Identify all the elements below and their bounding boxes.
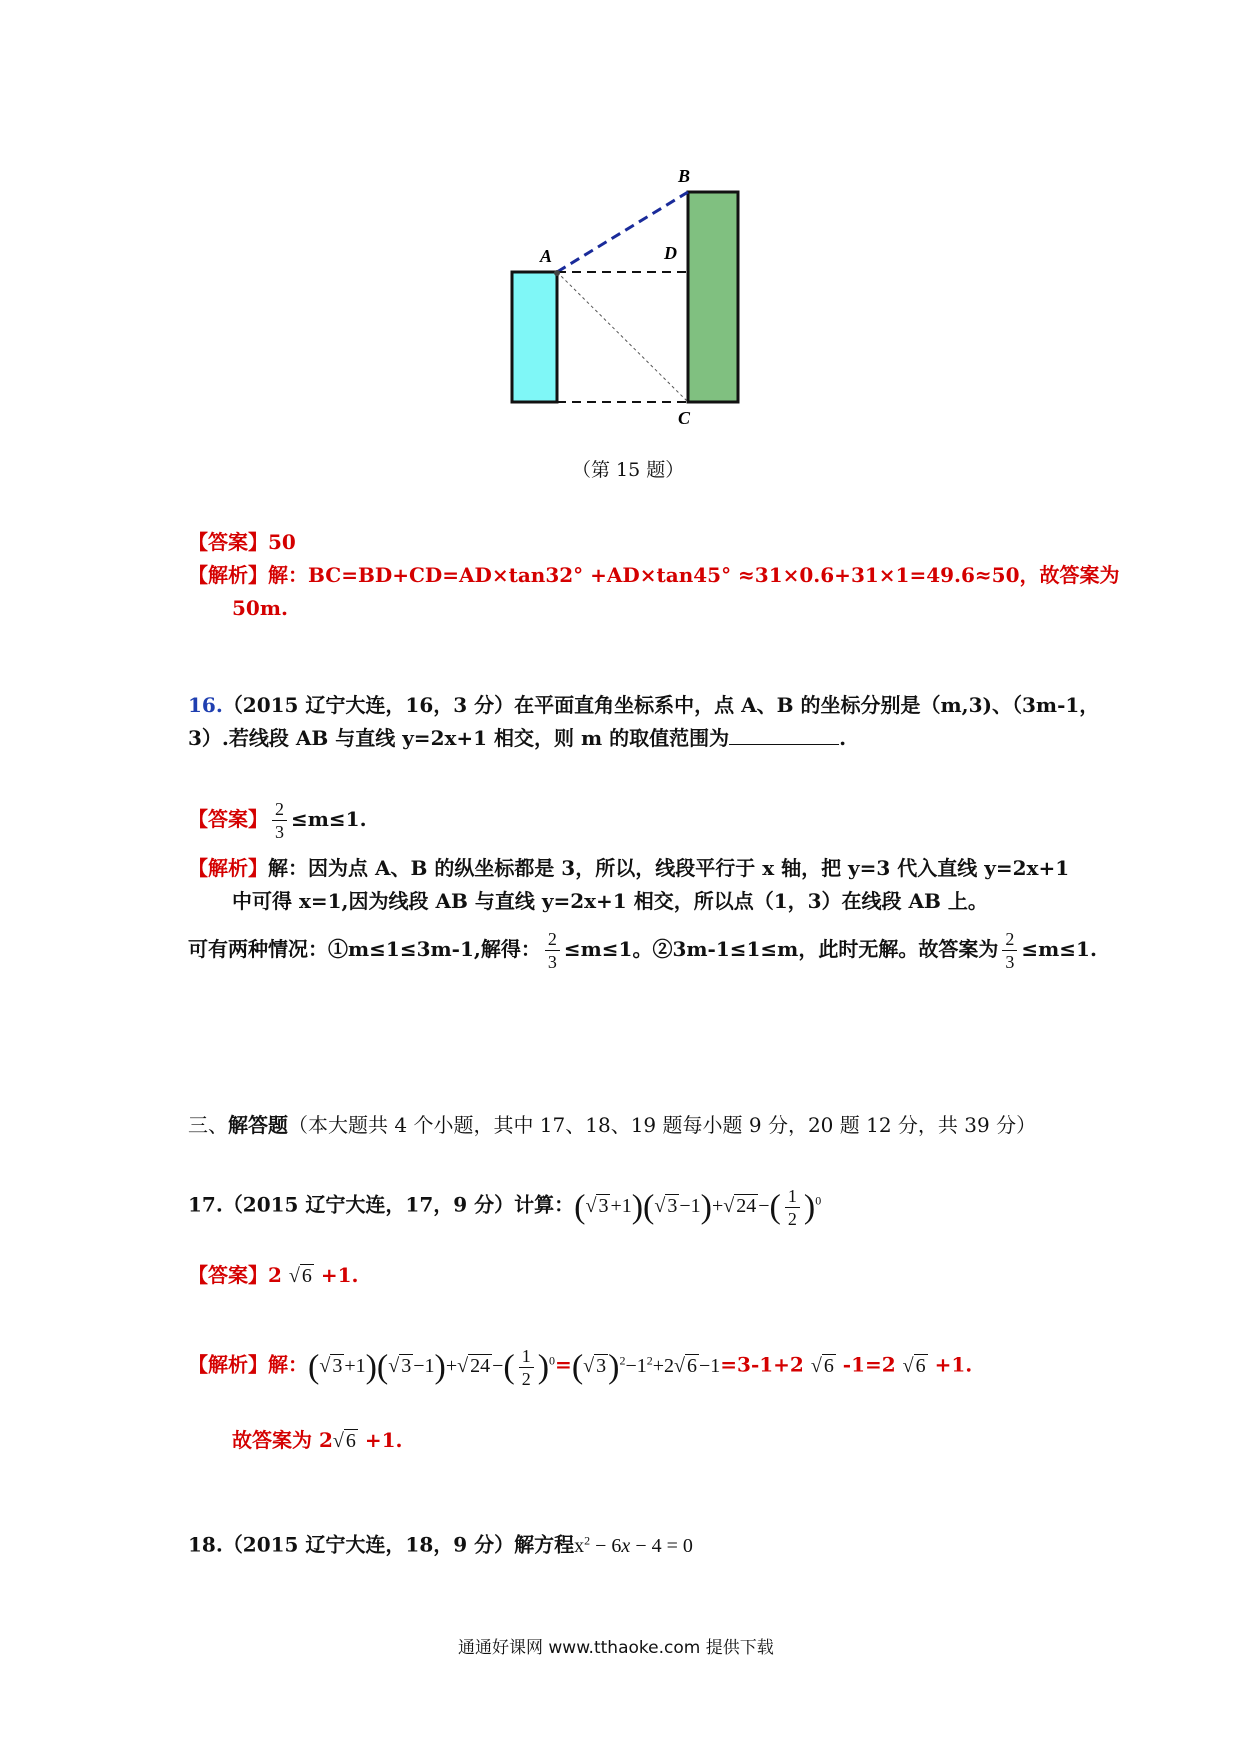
- label-c: C: [678, 408, 691, 428]
- q16-stem-line2: [188, 723, 846, 753]
- answer-label: 【答案】: [188, 1263, 268, 1287]
- section-title: 解答题: [228, 1113, 288, 1137]
- analysis-line1: 解：因为点 A、B 的纵坐标都是 3，所以，线段平行于 x 轴，把 y=3 代入直线 y=2x+1: [268, 856, 1070, 880]
- label-b: B: [678, 166, 691, 186]
- point-a: [554, 270, 560, 276]
- figure-caption: （第 15 题）: [572, 459, 685, 481]
- final-tail: +1.: [364, 1428, 403, 1452]
- frac-den: 3: [275, 822, 284, 842]
- q16-answer: [188, 790, 367, 848]
- sqrt-six: √ 6: [332, 1430, 356, 1452]
- figure-15: [490, 160, 770, 430]
- frac-den: 3: [547, 952, 557, 972]
- fraction-two-thirds: [1002, 928, 1017, 973]
- answer-tail: +1.: [320, 1263, 359, 1287]
- analysis-line1: 解：BC=BD+CD=AD×tan32° +AD×tan45° ≈31×0.6+31×1=49.6≈50，故答案为: [268, 563, 1120, 587]
- q16-stem2b: .: [839, 726, 847, 750]
- q17-step: (√ $3)^2-1^2+2√$ 6 −1: [571, 1348, 721, 1386]
- analysis-prefix: 解：: [268, 1352, 308, 1377]
- analysis-line3b: ≤m≤1。②3m-1≤1≤m，此时无解。故答案为: [563, 937, 999, 961]
- footer-text: 通通好课网 www.tthaoke.com 提供下载: [458, 1638, 774, 1658]
- answer-tail: ≤m≤1.: [291, 807, 367, 831]
- sqrt-six: √ 6: [288, 1265, 312, 1287]
- q15-analysis-line2: 50m.: [232, 596, 288, 620]
- q17-stem-text: 17.（2015 辽宁大连，17，9 分）计算：: [188, 1192, 575, 1217]
- result-b: -1=2: [842, 1352, 896, 1377]
- q16-analysis-line2: 中可得 x=1,因为线段 AB 与直线 y=2x+1 相交，所以点（1，3）在线段 AB 上。: [232, 889, 988, 913]
- left-building: [512, 272, 557, 402]
- result-a: =3-1+2: [720, 1352, 804, 1377]
- analysis-label: 【解析】: [188, 1352, 268, 1377]
- q16-stem-line1: [188, 690, 1099, 720]
- q18-stem: [188, 1525, 693, 1561]
- frac-den: 3: [1005, 952, 1015, 972]
- right-building: [688, 192, 738, 402]
- q16-analysis-line3: [188, 920, 1097, 978]
- answer-label: 【答案】: [188, 807, 268, 831]
- section-note: （本大题共 4 个小题，其中 17、18、19 题每小题 9 分，20 题 12 分，共 39 分）: [288, 1113, 1037, 1137]
- answer-value: 50: [268, 530, 296, 554]
- analysis-label: 【解析】: [188, 856, 268, 880]
- frac-num: 2: [1002, 928, 1017, 951]
- frac-num: 2: [272, 798, 287, 821]
- q18-equation: $x^2 - 6x - 4 = 0$: [574, 1533, 693, 1557]
- final-prefix: 故答案为 2: [232, 1428, 333, 1452]
- line-ac: [557, 272, 688, 402]
- sqrt-six: √ 6: [810, 1354, 834, 1377]
- fraction-two-thirds: [545, 928, 560, 973]
- q17-stem: [188, 1165, 821, 1242]
- q17-analysis: 【解析】解：(√ 3 +1)(√ 3 −1)+√ 24 −( $\frac{1}{2}$ )$^0$=(√ $3)^2-1^2+2√$ 6 −1=3-1+2 √ 6 -1=2 √ 6 +1.: [188, 1325, 972, 1402]
- q16-number: 16.: [188, 693, 223, 717]
- label-a: A: [540, 246, 553, 266]
- fraction-two-thirds: [272, 798, 287, 843]
- section3-heading: [188, 1110, 1036, 1140]
- analysis-line3a: 可有两种情况：①m≤1≤3m-1,解得：: [188, 937, 541, 961]
- sqrt-six: √ 6: [902, 1354, 926, 1377]
- q17-final: [232, 1425, 402, 1456]
- answer-value: 2: [268, 1263, 282, 1287]
- q16-analysis-line1: [188, 853, 1069, 883]
- result-c: +1.: [934, 1352, 973, 1377]
- label-d: D: [664, 243, 677, 263]
- q18-stem-text: 18.（2015 辽宁大连，18，9 分）解方程: [188, 1532, 575, 1557]
- q16-stem2a: 3）.若线段 AB 与直线 y=2x+1 相交，则 m 的取值范围为: [188, 726, 730, 750]
- analysis-line3c: ≤m≤1.: [1021, 937, 1097, 961]
- answer-label: 【答案】: [188, 530, 268, 554]
- q15-analysis: [188, 560, 1120, 590]
- q17-expression: (√ 3 +1)(√ 3 −1)+√ 24 −( $\frac{1}{2}$ )$^0$: [308, 1345, 556, 1389]
- q15-answer: [188, 527, 296, 557]
- section-prefix: 三、: [188, 1113, 228, 1137]
- q16-stem1: （2015 辽宁大连，16，3 分）在平面直角坐标系中，点 A、B 的坐标分别是（m,3)、（3m-1，: [222, 693, 1100, 717]
- frac-num: 2: [545, 928, 560, 951]
- q17-expression: (√ 3 +1)(√ 3 −1)+√ 24 −( $\frac{1}{2}$ )$^0$: [574, 1185, 822, 1229]
- q17-answer: [188, 1260, 358, 1291]
- analysis-label: 【解析】: [188, 563, 268, 587]
- answer-blank: [729, 726, 839, 745]
